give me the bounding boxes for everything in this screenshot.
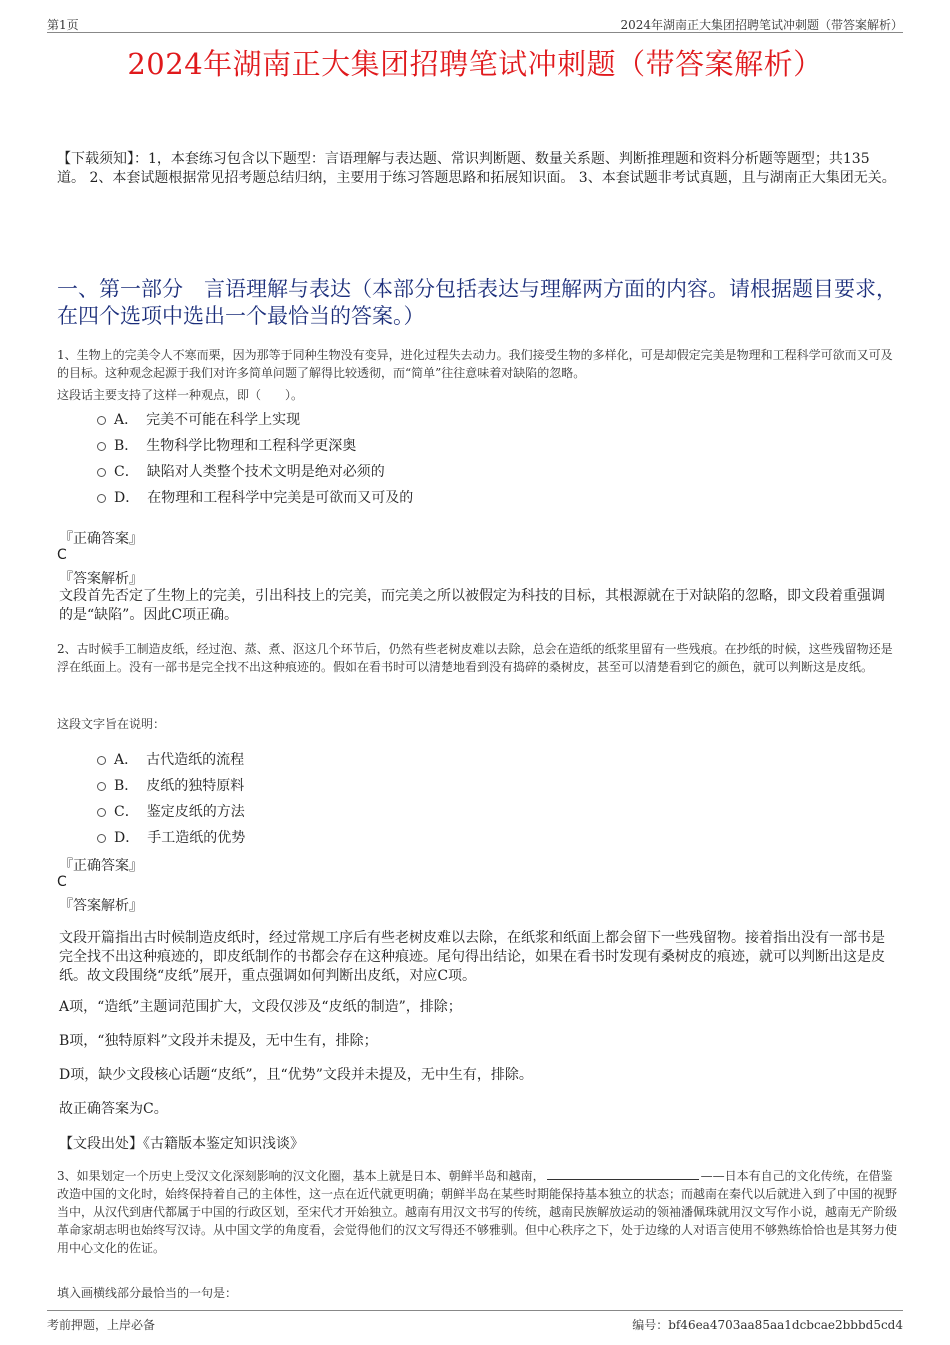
radio-icon[interactable] — [97, 756, 106, 765]
question-2-stem: 2、古时候手工制造皮纸，经过泡、蒸、煮、沤这几个环节后，仍然有些老树皮难以去除，总会在造纸的纸浆里留有一些残痕。在抄纸的时候，这些残留物还是浮在纸面上。没有一部书是完全找不出这种痕迹的。假如在看书时可以清楚地看到没有捣碎的桑树皮，甚至可以清楚看到它的颜色，就可以判断这是皮纸。 — [57, 642, 893, 674]
footer-slogan: 考前押题，上岸必备 — [47, 1318, 156, 1332]
option-d[interactable]: D． 在物理和工程科学中完美是可欲而又可及的 — [97, 484, 413, 510]
source-reference: 【文段出处】《古籍版本鉴定知识浅谈》 — [59, 1136, 304, 1152]
document-title: 2024年湖南正大集团招聘笔试冲刺题（带答案解析） — [127, 47, 823, 81]
question-2-analysis: 文段开篇指出古时候制造皮纸时，经过常规工序后有些老树皮难以去除，在纸浆和纸面上都会留下一些残留物。接着指出没有一部书是完全找不出这种痕迹的，即皮纸制作的书都会存在这种痕迹。尾句得出结论，如果在看书时发现有桑树皮的痕迹，就可以判断出这是皮纸。故文段围绕“皮纸”展开，重点强调如何判断出皮纸，对应C项。 — [59, 930, 885, 984]
radio-icon[interactable] — [97, 782, 106, 791]
question-1-options — [97, 406, 413, 510]
option-b[interactable]: B． 生物科学比物理和工程科学更深奥 — [97, 432, 413, 458]
radio-icon[interactable] — [97, 834, 106, 843]
question-2-prompt: 这段文字旨在说明： — [57, 717, 166, 731]
answer-value: C — [57, 547, 67, 563]
option-c[interactable]: C． 缺陷对人类整个技术文明是绝对必须的 — [97, 458, 413, 484]
footer-serial: 编号：bf46ea4703aa85aa1dcbcae2bbbd5cd4 — [632, 1318, 903, 1332]
answer-label: 『正确答案』 — [59, 531, 143, 547]
radio-icon[interactable] — [97, 468, 106, 477]
section-heading: 一、第一部分 言语理解与表达（本部分包括表达与理解两方面的内容。请根据题目要求，在四个选项中选出一个最恰当的答案。） — [57, 277, 897, 328]
analysis-label: 『答案解析』 — [59, 571, 143, 587]
analysis-option-d: D项，缺少文段核心话题“皮纸”，且“优势”文段并未提及，无中生有，排除。 — [59, 1067, 533, 1083]
question-1-prompt: 这段话主要支持了这样一种观点，即（ ）。 — [57, 388, 304, 402]
page-number: 第1页 — [47, 18, 79, 32]
page-header — [47, 14, 903, 33]
option-d[interactable]: D． 手工造纸的优势 — [97, 824, 245, 850]
option-a[interactable]: A． 古代造纸的流程 — [97, 746, 245, 772]
answer-value: C — [57, 874, 67, 890]
radio-icon[interactable] — [97, 494, 106, 503]
download-notice: 【下载须知】：1，本套练习包含以下题型：言语理解与表达题、常识判断题、数量关系题、判断推理题和资料分析题等题型；共135道。 2、本套试题根据常见招考题总结归纳，主要用于练习答题思路和拓展知识面。 3、本套试题非考试真题，且与湖南正大集团无关。 — [57, 151, 896, 186]
analysis-option-a: A项，“造纸”主题词范围扩大，文段仅涉及“皮纸的制造”，排除； — [59, 999, 462, 1015]
answer-label: 『正确答案』 — [59, 858, 143, 874]
header-doc-title: 2024年湖南正大集团招聘笔试冲刺题（带答案解析） — [620, 18, 903, 32]
option-b[interactable]: B． 皮纸的独特原料 — [97, 772, 245, 798]
analysis-conclusion: 故正确答案为C。 — [59, 1101, 168, 1117]
option-c[interactable]: C． 鉴定皮纸的方法 — [97, 798, 245, 824]
page-footer — [47, 1310, 903, 1335]
analysis-label: 『答案解析』 — [59, 898, 143, 914]
radio-icon[interactable] — [97, 442, 106, 451]
question-3-prompt: 填入画横线部分最恰当的一句是： — [57, 1286, 238, 1300]
radio-icon[interactable] — [97, 808, 106, 817]
question-2-options — [97, 746, 245, 850]
question-1-analysis: 文段首先否定了生物上的完美，引出科技上的完美，而完美之所以被假定为科技的目标，其根源就在于对缺陷的忽略，即文段着重强调的是“缺陷”。因此C项正确。 — [59, 588, 885, 623]
fill-blank[interactable] — [547, 1167, 699, 1180]
question-1-stem: 1、生物上的完美令人不寒而栗，因为那等于同种生物没有变异，进化过程失去动力。我们接受生物的多样化，可是却假定完美是物理和工程科学可欲而又可及的目标。这种观念起源于我们对许多简单问题了解得比较透彻，而“简单”往往意味着对缺陷的忽略。 — [57, 348, 893, 380]
option-a[interactable]: A． 完美不可能在科学上实现 — [97, 406, 413, 432]
analysis-option-b: B项，“独特原料”文段并未提及，无中生有，排除； — [59, 1033, 378, 1049]
question-3-stem: 3、如果划定一个历史上受汉文化深刻影响的汉文化圈，基本上就是日本、朝鲜半岛和越南， ——日本有自己的文化传统，在借鉴改造中国的文化时，始终保持着自己的主体性，这一点在近代就更明确；朝鲜半岛在某些时期能保持基本独立的状态；而越南在秦代以后就进入到了中国的视野当中，从汉代到唐代都属于中国的行政区划，至宋代才开始独立。越南有用汉文书写的传统，越南民族解放运动的领袖潘佩珠就用汉文写作小说，越南无产阶级革命家胡志明也始终写汉诗。从中国文学的角度看，会觉得他们的汉文写得还不够雅驯。但中心秩序之下，处于边缘的人对语言使用不够熟练恰恰也是其努力使用中心文化的佐证。 — [57, 1169, 898, 1255]
radio-icon[interactable] — [97, 416, 106, 425]
